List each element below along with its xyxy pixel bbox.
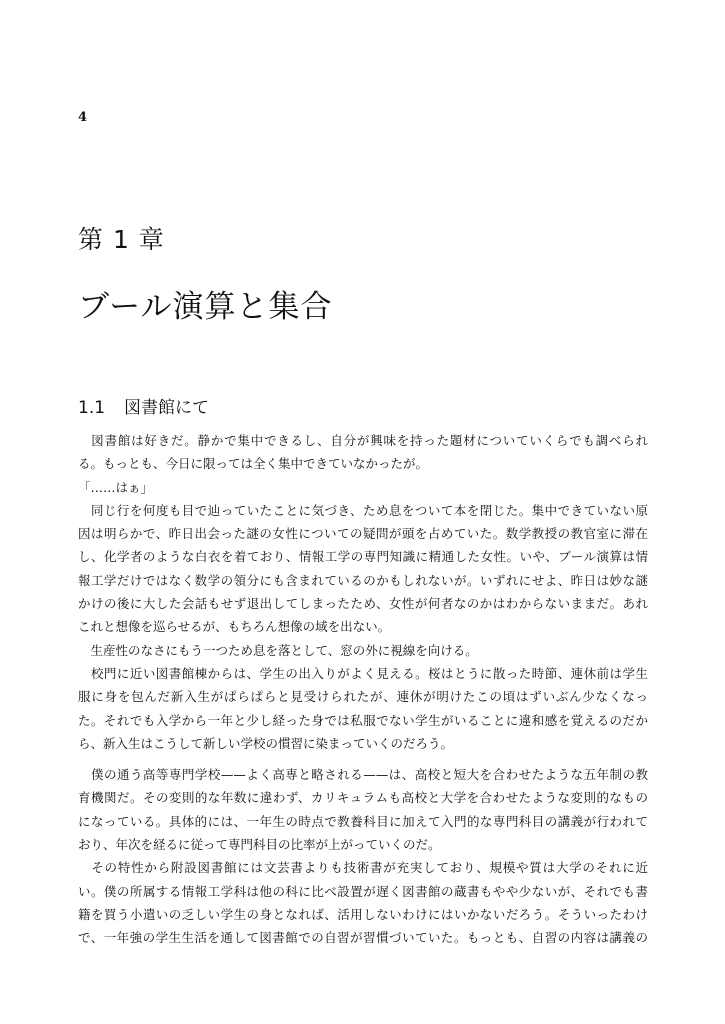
text-line: になっている。具体的には、一年生の時点で教養科目に加えて入門的な専門科目の講義が行われて <box>78 813 648 829</box>
section-title: 図書館にて <box>124 398 209 418</box>
text-line: 服に身を包んだ新入生がぱらぱらと見受けられたが、連休が明けたこの頃はずいぶん少なくなっ <box>78 689 648 705</box>
body-text <box>78 429 648 950</box>
text-line: これと想像を巡らせるが、もちろん想像の域を出ない。 <box>78 619 391 635</box>
text-line: 「……はぁ」 <box>78 479 154 495</box>
text-line: し、化学者のような白衣を着ており、情報工学の専門知識に精通した女性。いや、ブール演算は情 <box>78 549 648 565</box>
chapter-label: 第 1 章 <box>78 225 165 254</box>
paragraph <box>78 499 648 639</box>
text-line: 僕の通う高等専門学校——よく高専と略される——は、高校と短大を合わせたような五年制の教 <box>78 767 648 783</box>
text-line: 報工学だけではなく数学の領分にも含まれているのかもしれないが。いずれにせよ、昨日は妙な謎 <box>78 572 648 588</box>
paragraph <box>78 856 648 949</box>
text-line: る。もっとも、今日に限っては全く集中できていなかったが。 <box>78 456 429 472</box>
paragraph <box>78 662 648 755</box>
paragraph <box>78 429 648 476</box>
text-line: 因は明らかで、昨日出会った謎の女性についての疑問が頭を占めていた。数学教授の教官室に滞在 <box>78 526 648 542</box>
text-line: 生産性のなさにもう一つため息を落として、窓の外に視線を向ける。 <box>78 642 478 658</box>
paragraph <box>78 476 648 499</box>
chapter-title: ブール演算と集合 <box>78 289 333 325</box>
text-line: 図書館は好きだ。静かで集中できるし、自分が興味を持った題材についていくらでも調べられ <box>78 433 648 448</box>
text-line: かけの後に大した会話もせず退出してしまったため、女性が何者なのかはわからないままだ。あれ <box>78 596 648 612</box>
section-number: 1.1 <box>78 398 106 418</box>
text-line: その特性から附設図書館には文芸書よりも技術書が充実しており、規模や質は大学のそれに近 <box>78 860 648 876</box>
text-line: 籍を買う小遣いの乏しい学生の身となれば、活用しないわけにはいかないだろう。そういったわけ <box>78 906 648 922</box>
text-line: い。僕の所属する情報工学科は他の科に比べ設置が遅く図書館の蔵書もやや少ないが、それでも書 <box>78 883 648 899</box>
page-number: 4 <box>78 110 88 125</box>
text-line: ら、新入生はこうして新しい学校の慣習に染まっていくのだろう。 <box>78 735 454 751</box>
paragraph-gap <box>78 755 648 763</box>
paragraph <box>78 763 648 856</box>
text-line: おり、年次を経るに従って専門科目の比率が上がっていくのだ。 <box>78 837 441 853</box>
text-line: た。それでも入学から一年と少し経った身では私服でない学生がいることに違和感を覚えるのだか <box>78 712 648 728</box>
section-heading <box>78 393 209 418</box>
paragraph <box>78 639 648 662</box>
text-line: 同じ行を何度も目で辿っていたことに気づき、ため息をついて本を閉じた。集中できていない原 <box>78 502 648 518</box>
text-line: 校門に近い図書館棟からは、学生の出入りがよく見える。桜はとうに散った時節、連休前は学生 <box>78 665 648 681</box>
text-line: 育機関だ。その変則的な年数に違わず、カリキュラムも高校と大学を合わせたような変則的なもの <box>78 790 648 806</box>
text-line: で、一年強の学生生活を通して図書館での自習が習慣づいていた。もっとも、自習の内容は講義の <box>78 930 648 946</box>
